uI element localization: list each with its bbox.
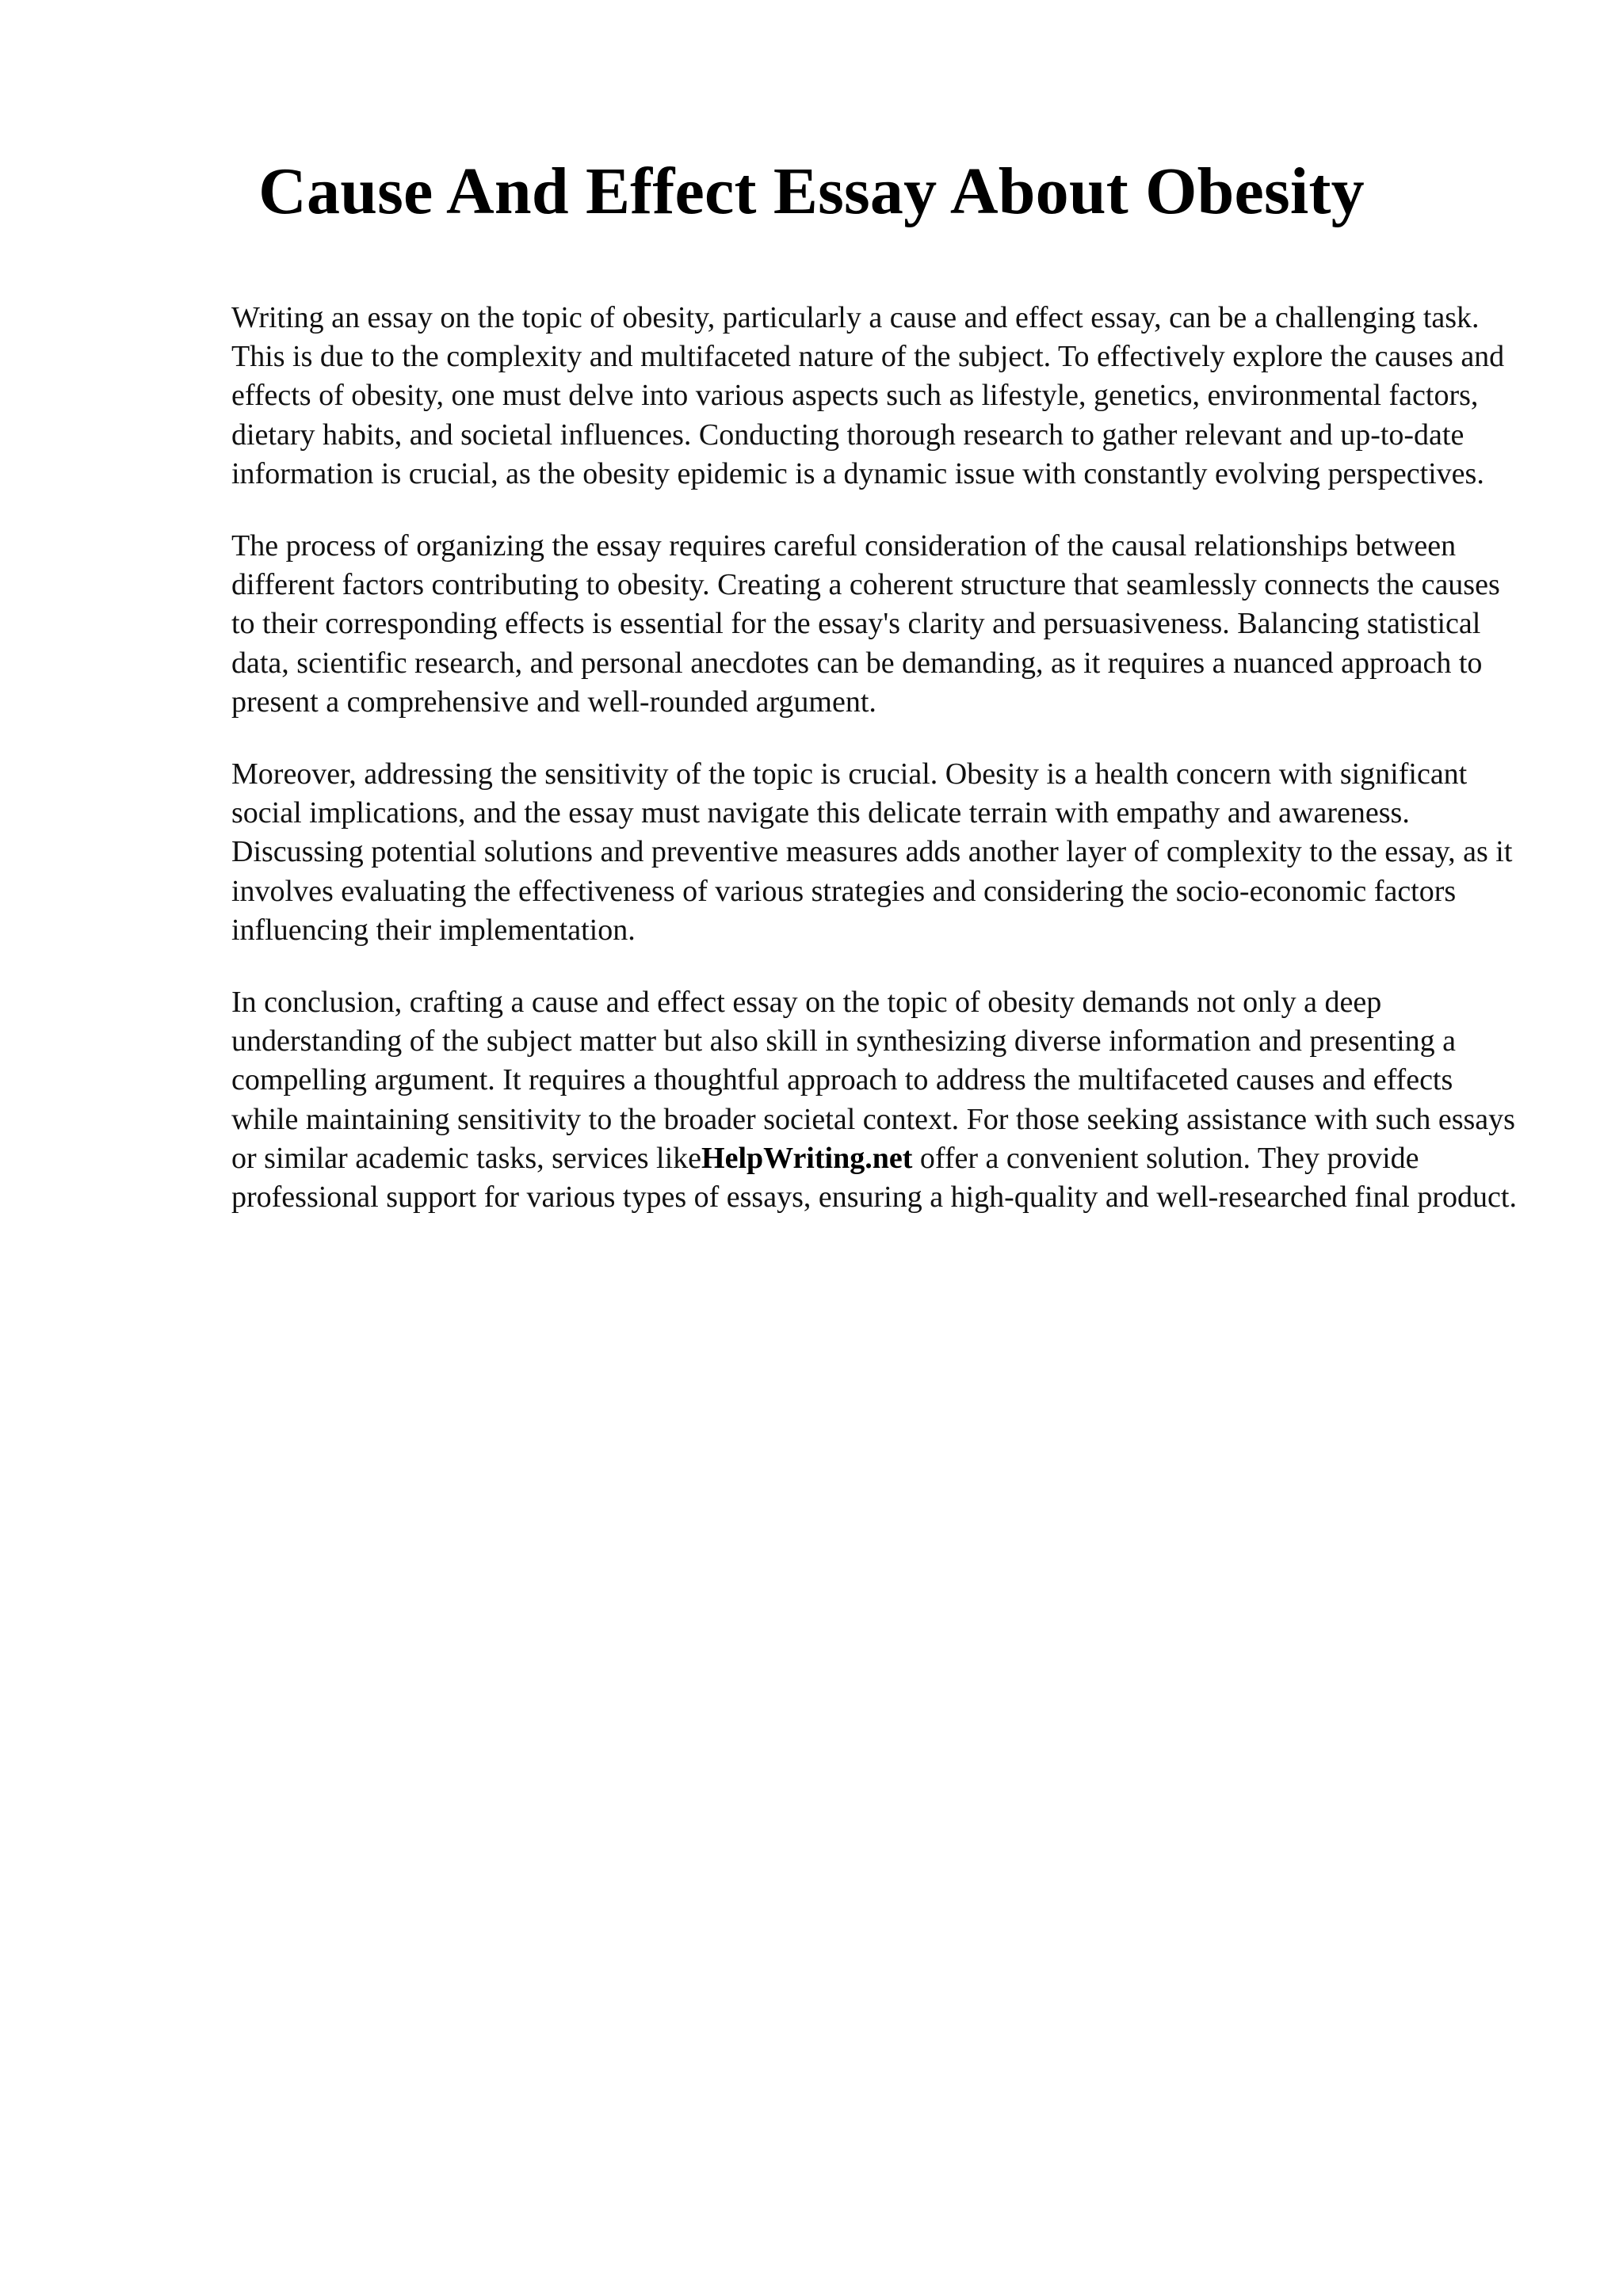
paragraph-intro: Writing an essay on the topic of obesity, particularly a cause and effect essay, can be a challenging task. This is due to the complexity and multifaceted nature of the subject. To effectively explore the causes and effects of obesity, one must delve into various aspects such as lifestyle, genetics, environmental factors, dietary habits, and societal influences. Conducting thorough research to gather relevant and up-to-date information is crucial, as the obesity epidemic is a dynamic issue with constantly evolving perspectives. xyxy=(231,301,1505,490)
conclusion-text-end: offer a convenient solution. They provide professional support for various types of essays, ensuring a high-quality and well-researched final product. xyxy=(231,1141,1517,1215)
paragraph-sensitivity: Moreover, addressing the sensitivity of the topic is crucial. Obesity is a health concern with significant social implications, and the essay must navigate this delicate terrain with empathy and awareness. Discussing potential solutions and preventive measures adds another layer of complexity to the essay, as it involves evaluating the effectiveness of various strategies and considering the socio-economic factors influencing their implementation. xyxy=(231,757,1513,947)
paragraph-organization: The process of organizing the essay requires careful consideration of the causal relationships between different factors contributing to obesity. Creating a coherent structure that seamlessly connects the causes to their corresponding effects is essential for the essay's clarity and persuasiveness. Balancing statistical data, scientific research, and personal anecdotes can be demanding, as it requires a nuanced approach to present a comprehensive and well-rounded argument. xyxy=(231,529,1500,719)
conclusion-text-start: In conclusion, crafting a cause and effect essay on the topic of obesity demands not only a deep understanding of the subject matter but also skill in synthesizing diverse information and presenting a compelling argument. It requires a thoughtful approach to address the multifaceted causes and effects while maintaining sensitivity to the broader societal context. For those seeking assistance with such essays or similar academic tasks, services like xyxy=(231,986,1515,1175)
paragraph-conclusion xyxy=(231,983,1523,1217)
brand-name: HelpWriting.net xyxy=(701,1141,913,1175)
document-body xyxy=(231,299,1523,1250)
document-title: Cause And Effect Essay About Obesity xyxy=(258,154,1365,228)
